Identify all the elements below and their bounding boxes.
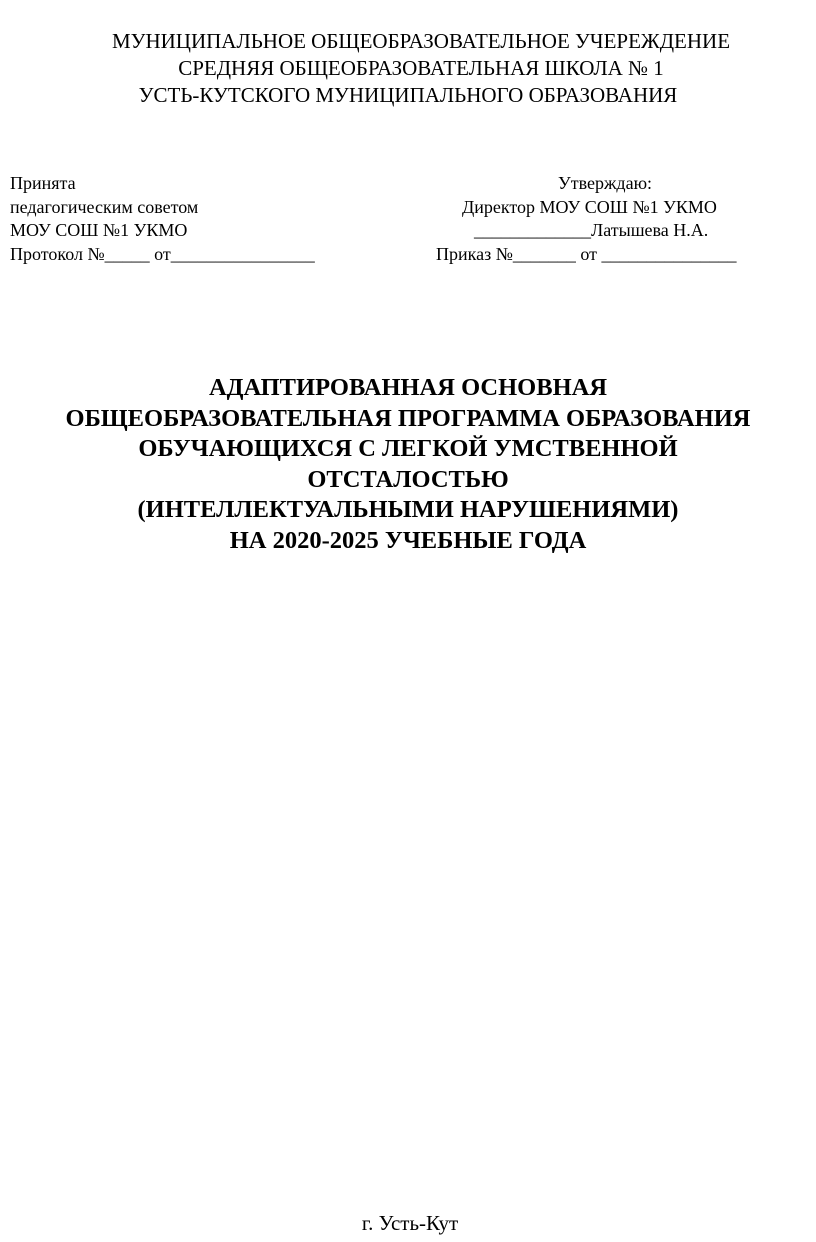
accepted-label: Принята xyxy=(10,173,76,193)
approve-label: Утверждаю: xyxy=(558,173,653,193)
program-title xyxy=(0,373,816,556)
footer xyxy=(0,1210,816,1237)
title-line: ОБЩЕОБРАЗОВАТЕЛЬНАЯ ПРОГРАММА ОБРАЗОВАНИЯ xyxy=(65,404,751,432)
pedagogical-council-approval xyxy=(10,172,315,266)
city-name: г. Усть-Кут xyxy=(361,1211,459,1235)
title-line: ОТСТАЛОСТЬЮ xyxy=(307,465,509,493)
institution-name-line: МУНИЦИПАЛЬНОЕ ОБЩЕОБРАЗОВАТЕЛЬНОЕ УЧЕРЕЖДЕНИЕ xyxy=(111,29,731,53)
director-title: Директор МОУ СОШ №1 УКМО xyxy=(462,196,717,217)
protocol-line: Протокол №_____ от________________ xyxy=(10,243,315,264)
title-line: ОБУЧАЮЩИХСЯ С ЛЕГКОЙ УМСТВЕННОЙ xyxy=(138,435,678,462)
council-label: педагогическим советом xyxy=(10,196,199,217)
school-name-line: СРЕДНЯЯ ОБЩЕОБРАЗОВАТЕЛЬНАЯ ШКОЛА № 1 xyxy=(178,56,664,80)
title-line: (ИНТЕЛЛЕКТУАЛЬНЫМИ НАРУШЕНИЯМИ) xyxy=(137,496,679,523)
order-line: Приказ №_______ от _______________ xyxy=(436,243,737,264)
municipality-line: УСТЬ-КУТСКОГО МУНИЦИПАЛЬНОГО ОБРАЗОВАНИЯ xyxy=(138,83,678,107)
director-signature-line: _____________Латышева Н.А. xyxy=(474,220,709,240)
title-line: НА 2020-2025 УЧЕБНЫЕ ГОДА xyxy=(229,526,587,554)
title-line: АДАПТИРОВАННАЯ ОСНОВНАЯ xyxy=(208,374,608,401)
director-approval xyxy=(436,172,788,266)
school-abbreviation: МОУ СОШ №1 УКМО xyxy=(10,220,188,240)
institution-header xyxy=(0,28,816,109)
